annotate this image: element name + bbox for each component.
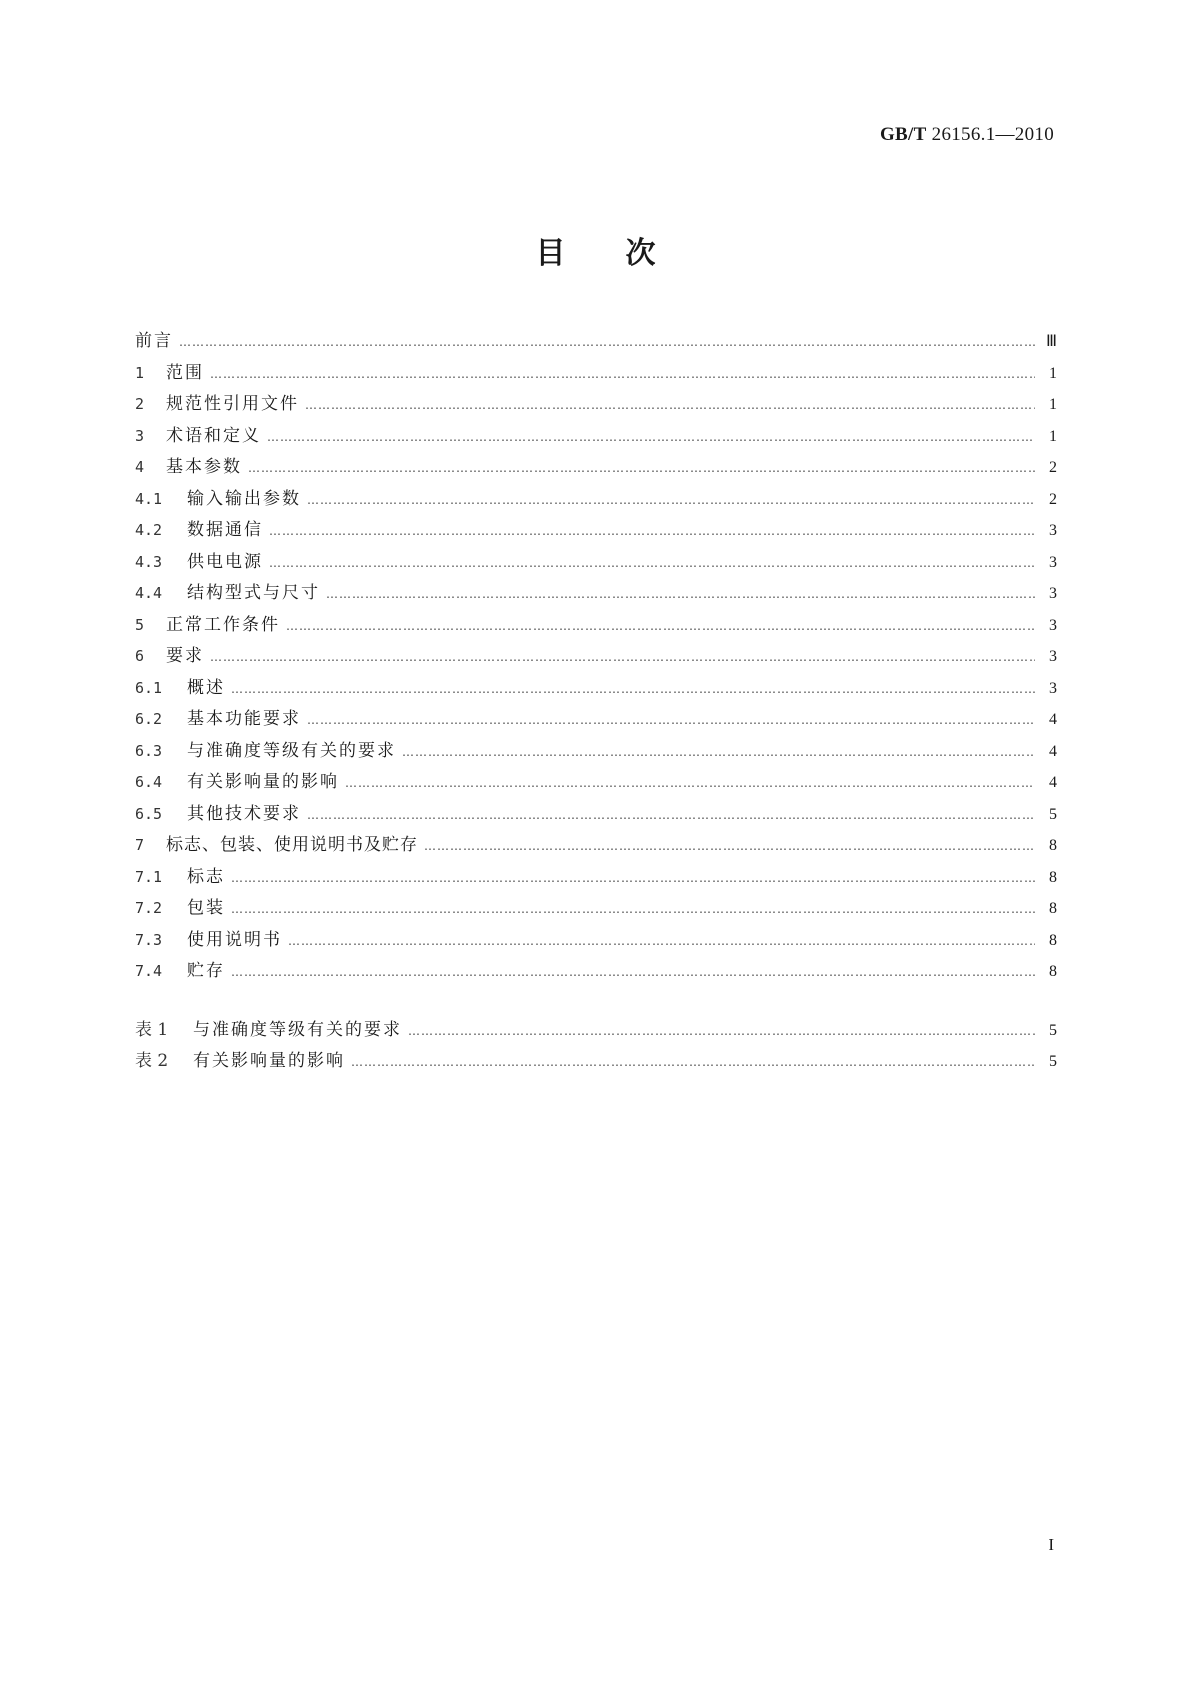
toc-entry-page: 3 bbox=[1049, 553, 1057, 571]
dot-leader bbox=[424, 831, 1035, 863]
toc-entry[interactable] bbox=[135, 515, 1057, 547]
standard-number: 26156.1—2010 bbox=[931, 124, 1054, 145]
dot-leader bbox=[179, 327, 1035, 359]
toc-entry-page: 1 bbox=[1049, 364, 1057, 382]
toc-entry[interactable] bbox=[135, 862, 1057, 894]
table-page: 5 bbox=[1049, 1053, 1057, 1070]
toc-entry-number: 6.1 bbox=[135, 678, 163, 697]
toc-entry-number: 7.1 bbox=[135, 867, 163, 886]
toc-entry[interactable] bbox=[135, 736, 1057, 768]
dot-leader bbox=[307, 705, 1035, 737]
toc-entry-title: 前言 bbox=[135, 331, 173, 351]
toc-entry[interactable] bbox=[135, 799, 1057, 831]
table-of-contents bbox=[135, 326, 1057, 1078]
toc-entry-number: 3 bbox=[135, 426, 145, 445]
table-list-entry[interactable] bbox=[135, 1046, 1057, 1078]
toc-entry-title: 范围 bbox=[166, 362, 204, 383]
toc-entry-title: 输入输出参数 bbox=[187, 488, 301, 509]
toc-entry-number: 4.2 bbox=[135, 521, 163, 539]
toc-entry[interactable] bbox=[135, 893, 1057, 925]
toc-entry-number: 4.1 bbox=[135, 489, 163, 508]
toc-entry[interactable] bbox=[135, 704, 1057, 736]
toc-entry-number: 2 bbox=[135, 395, 145, 413]
toc-entry[interactable] bbox=[135, 925, 1057, 957]
dot-leader bbox=[307, 800, 1035, 832]
dot-leader bbox=[345, 768, 1035, 800]
toc-entry-number: 7.2 bbox=[135, 899, 163, 917]
standard-prefix: GB/T bbox=[879, 124, 927, 145]
toc-entry-title: 要求 bbox=[166, 646, 204, 666]
dot-leader bbox=[248, 453, 1035, 485]
dot-leader bbox=[231, 957, 1035, 989]
toc-entry-title: 基本功能要求 bbox=[187, 709, 301, 729]
dot-leader bbox=[288, 926, 1035, 958]
toc-entry-number: 4.3 bbox=[135, 552, 163, 571]
dot-leader bbox=[286, 611, 1035, 643]
toc-entry-number: 6.2 bbox=[135, 710, 163, 728]
toc-entry[interactable] bbox=[135, 767, 1057, 799]
toc-entry-page: 8 bbox=[1049, 931, 1057, 949]
toc-entry[interactable] bbox=[135, 484, 1057, 516]
toc-entry[interactable] bbox=[135, 830, 1057, 862]
dot-leader bbox=[402, 737, 1035, 769]
toc-entry[interactable] bbox=[135, 956, 1057, 988]
toc-entry[interactable] bbox=[135, 610, 1057, 642]
toc-entry[interactable] bbox=[135, 389, 1057, 421]
table-number: 表 1 bbox=[135, 1019, 169, 1040]
toc-entry-number: 7 bbox=[135, 836, 145, 854]
toc-entry-title: 有关影响量的影响 bbox=[187, 772, 339, 792]
toc-entry[interactable] bbox=[135, 641, 1057, 673]
toc-entry-title: 结构型式与尺寸 bbox=[187, 583, 320, 603]
toc-entry[interactable] bbox=[135, 358, 1057, 390]
toc-entry[interactable] bbox=[135, 547, 1057, 579]
toc-entry-title: 使用说明书 bbox=[187, 929, 282, 950]
toc-entry-page: 4 bbox=[1049, 711, 1057, 728]
toc-entry-title: 概述 bbox=[187, 677, 225, 698]
toc-entry-number: 6.4 bbox=[135, 773, 163, 791]
toc-entry-number: 5 bbox=[135, 615, 145, 634]
toc-entry-title: 数据通信 bbox=[187, 520, 263, 540]
dot-leader bbox=[210, 642, 1035, 674]
standard-code bbox=[880, 124, 1054, 146]
toc-entry-page: 3 bbox=[1049, 522, 1057, 539]
dot-leader bbox=[267, 422, 1035, 454]
toc-entry-page: 2 bbox=[1049, 490, 1057, 508]
toc-entry[interactable] bbox=[135, 421, 1057, 453]
toc-entry-page: 3 bbox=[1049, 679, 1057, 697]
toc-entry-title: 其他技术要求 bbox=[187, 803, 301, 824]
table-title: 与准确度等级有关的要求 bbox=[193, 1019, 402, 1040]
toc-entry-title: 标志、包装、使用说明书及贮存 bbox=[166, 835, 418, 855]
toc-entry[interactable] bbox=[135, 673, 1057, 705]
toc-entry-foreword[interactable] bbox=[135, 326, 1057, 358]
toc-entry-title: 术语和定义 bbox=[166, 425, 261, 446]
table-list-entry[interactable] bbox=[135, 1015, 1057, 1047]
toc-entry-page: 8 bbox=[1049, 837, 1057, 854]
toc-entry-page: 1 bbox=[1049, 396, 1057, 413]
dot-leader bbox=[326, 579, 1035, 611]
toc-entry-number: 6.3 bbox=[135, 741, 163, 760]
toc-entry-page: 4 bbox=[1049, 774, 1057, 791]
toc-entry[interactable] bbox=[135, 578, 1057, 610]
toc-entry-page: 5 bbox=[1049, 805, 1057, 823]
toc-entry-title: 与准确度等级有关的要求 bbox=[187, 740, 396, 761]
toc-entry-number: 1 bbox=[135, 363, 145, 382]
page-title: 目次 bbox=[535, 236, 716, 271]
toc-entry-number: 6.5 bbox=[135, 804, 163, 823]
toc-entry-page: 1 bbox=[1049, 427, 1057, 445]
dot-leader bbox=[231, 674, 1035, 706]
toc-entry-page: 3 bbox=[1049, 585, 1057, 602]
toc-entry-page: 8 bbox=[1049, 868, 1057, 886]
toc-entry-title: 包装 bbox=[187, 898, 225, 918]
dot-leader bbox=[351, 1047, 1035, 1079]
toc-entry[interactable] bbox=[135, 452, 1057, 484]
dot-leader bbox=[231, 863, 1035, 895]
toc-entry-number: 4.4 bbox=[135, 584, 163, 602]
toc-entry-page: 4 bbox=[1049, 742, 1057, 760]
toc-entry-number: 7.4 bbox=[135, 962, 163, 980]
toc-entry-title: 贮存 bbox=[187, 961, 225, 981]
toc-entry-page: Ⅲ bbox=[1045, 333, 1057, 350]
dot-leader bbox=[269, 516, 1035, 548]
table-title: 有关影响量的影响 bbox=[193, 1051, 345, 1071]
dot-leader bbox=[231, 894, 1035, 926]
toc-entry-title: 标志 bbox=[187, 866, 225, 887]
toc-entry-page: 8 bbox=[1049, 963, 1057, 980]
toc-entry-title: 规范性引用文件 bbox=[166, 394, 299, 414]
toc-entry-title: 正常工作条件 bbox=[166, 614, 280, 635]
table-page: 5 bbox=[1049, 1021, 1057, 1039]
toc-entry-page: 3 bbox=[1049, 648, 1057, 665]
page-number: I bbox=[1048, 1535, 1054, 1554]
section-gap bbox=[135, 988, 1057, 1015]
toc-entry-page: 8 bbox=[1049, 900, 1057, 917]
toc-entry-number: 6 bbox=[135, 647, 145, 665]
toc-entry-title: 基本参数 bbox=[166, 457, 242, 477]
toc-entry-number: 4 bbox=[135, 458, 145, 476]
toc-entry-page: 2 bbox=[1049, 459, 1057, 476]
toc-entry-title: 供电电源 bbox=[187, 551, 263, 572]
toc-entry-page: 3 bbox=[1049, 616, 1057, 634]
dot-leader bbox=[269, 548, 1035, 580]
dot-leader bbox=[408, 1016, 1035, 1048]
toc-entry-number: 7.3 bbox=[135, 930, 163, 949]
dot-leader bbox=[307, 485, 1035, 517]
dot-leader bbox=[210, 359, 1035, 391]
dot-leader bbox=[305, 390, 1035, 422]
table-number: 表 2 bbox=[135, 1051, 169, 1071]
